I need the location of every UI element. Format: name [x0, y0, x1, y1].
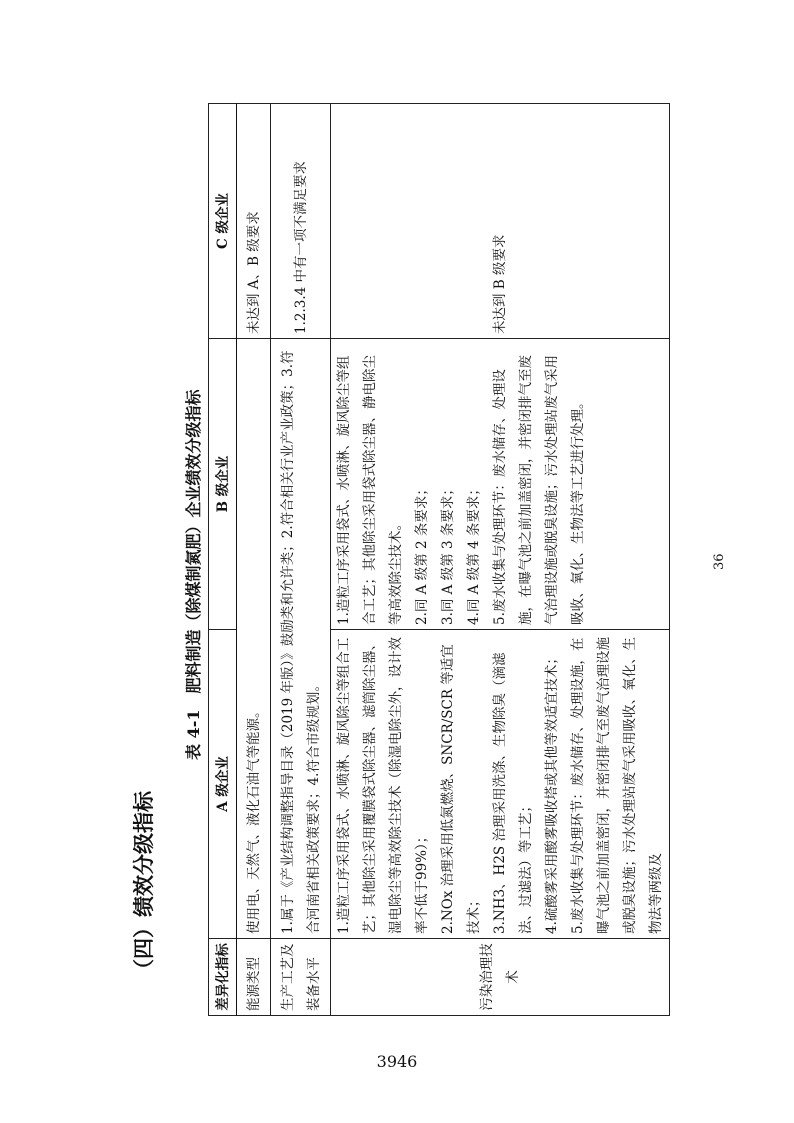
a-item-5: 5.废水收集与处理环节：废水储存、处理设施，在曝气池之前加盖密闭，并密闭排气至废气治理设施或脱臭设施；污水处理站废气采用吸收、氧化、生物法等两级及 [570, 637, 664, 934]
a-item-1: 1.造粒工序采用袋式、水喷淋、旋风除尘等组合工艺；其他除尘采用覆膜袋式除尘器、滤筒除尘器、湿电除尘等高效除尘技术（除湿电除尘外，设计效率不低于99%）； [336, 637, 430, 934]
table-row-process [271, 104, 331, 1016]
indicator-energy: 能源类型 [237, 939, 271, 1016]
pollution-b-requirement [331, 339, 670, 630]
header-c-level: C 级企业 [209, 104, 237, 339]
header-b-level: B 级企业 [209, 339, 237, 630]
b-item-3: 3.同 A 级第 3 条要求； [440, 482, 456, 625]
table-caption: 表 4-1 肥料制造（除煤制氮肥）企业绩效分级指标 [184, 389, 203, 760]
performance-grading-table [208, 104, 664, 1016]
process-c-requirement: 1.2.3.4 中有一项不满足要求 [271, 104, 331, 339]
table-row-energy [237, 104, 271, 1016]
pollution-a-requirement [331, 630, 670, 939]
outer-page-number: 3946 [376, 1052, 418, 1071]
section-heading: （四）绩效分级指标 [131, 791, 156, 980]
pollution-c-requirement: 未达到 B 级要求 [331, 104, 670, 339]
table-header-row [209, 104, 237, 1016]
table-row-pollution [331, 104, 670, 1016]
a-item-3: 3.NH3、H2S 治理采用洗涤、生物除臭（滴滤法、过滤法）等工艺； [492, 652, 534, 934]
process-ab-requirement: 1.属于《产业结构调整指导目录（2019 年版）》鼓励类和允许类；2.符合相关行业产业政策；3.符合河南省相关政策要求；4.符合市级规划。 [271, 339, 331, 939]
inner-page-number: 36 [712, 553, 727, 570]
energy-c-requirement: 未达到 A、B 级要求 [237, 104, 271, 339]
b-item-2: 2.同 A 级第 2 条要求； [414, 482, 430, 625]
header-indicator: 差异化指标 [209, 939, 237, 1016]
header-a-level: A 级企业 [209, 630, 237, 939]
energy-ab-requirement: 使用电、天然气、液化石油气等能源。 [237, 339, 271, 939]
b-item-1: 1.造粒工序采用袋式、水喷淋、旋风除尘等组合工艺；其他除尘采用袋式除尘器、静电除尘等高效除尘技术。 [336, 355, 404, 625]
b-item-4: 4.同 A 级第 4 条要求； [466, 482, 482, 625]
indicator-pollution: 污染治理技术 [331, 939, 670, 1016]
b-item-5: 5.废水收集与处理环节：废水储存、处理设施，在曝气池之前加盖密闭，并密闭排气至废气治理设施或脱臭设施；污水处理站废气采用吸收、氧化、生物法等工艺进行处理。 [492, 355, 586, 625]
a-item-2: 2.NOx 治理采用低氮燃烧、SNCR/SCR 等适宜技术； [440, 644, 482, 934]
a-item-4: 4.硫酸雾采用酸雾吸收塔或其他等效适宜技术； [544, 651, 560, 934]
indicator-process: 生产工艺及装备水平 [271, 939, 331, 1016]
